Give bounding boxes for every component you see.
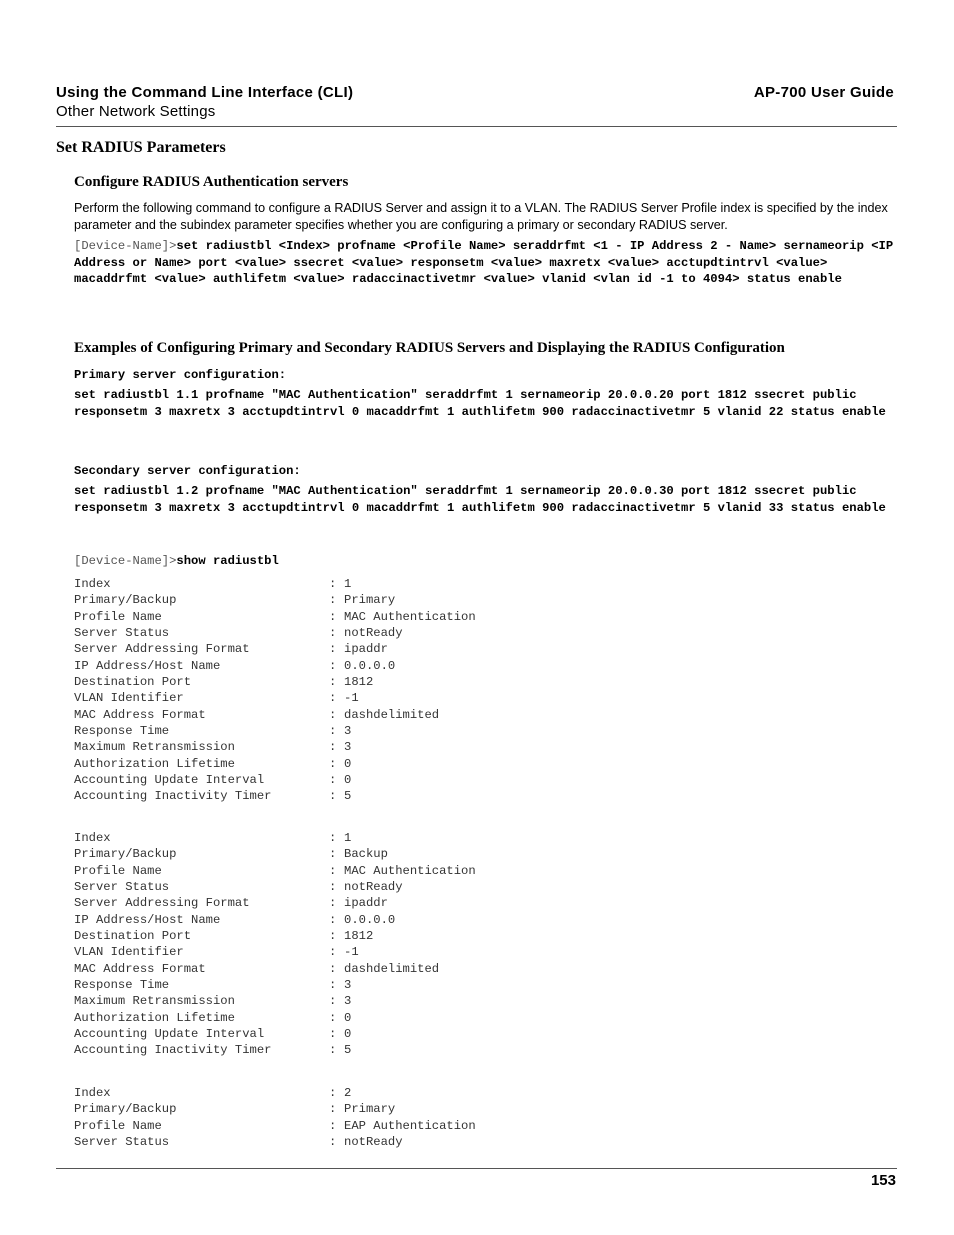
radius-table-output [74,830,476,1059]
field-separator: : [329,961,337,976]
table-row [74,1085,476,1101]
table-row [74,788,476,804]
field-value: -1 [344,691,359,706]
radius-table-output [74,576,476,805]
field-separator: : [329,642,337,657]
field-separator: : [329,896,337,911]
table-row [74,1118,476,1134]
field-value: notReady [344,626,403,641]
field-name: Maximum Retransmission [74,740,235,755]
table-row [74,895,476,911]
description-paragraph: Perform the following command to configure a RADIUS Server and assign it to a VLAN. The RADIUS Server Profile index is specified by the index parameter and the subindex parameter specifies whether you are configuring a primary or secondary RADIUS server. [74,201,888,232]
table-row [74,674,476,690]
field-separator: : [329,658,337,673]
field-value: 3 [344,994,352,1009]
cli-prompt: [Device-Name]> [74,554,177,568]
field-separator: : [329,577,337,591]
field-value: Primary [344,1102,396,1117]
table-row [74,928,476,944]
field-separator: : [329,1086,337,1100]
field-separator: : [329,626,337,641]
field-name: MAC Address Format [74,961,206,976]
field-name: Accounting Inactivity Timer [74,789,272,804]
field-name: Index [74,831,111,845]
field-name: IP Address/Host Name [74,912,221,927]
field-separator: : [329,847,337,862]
field-name: Response Time [74,724,170,739]
field-separator: : [329,675,337,690]
field-value: 0.0.0.0 [344,912,396,927]
field-value: 1812 [344,675,374,690]
field-separator: : [329,945,337,960]
field-separator: : [329,724,337,739]
field-separator: : [329,880,337,895]
field-separator: : [329,1118,337,1133]
radius-table-output [74,1085,476,1150]
field-name: IP Address/Host Name [74,658,221,673]
field-name: VLAN Identifier [74,691,184,706]
field-value: ipaddr [344,896,388,911]
show-command: show radiustbl [176,554,279,568]
field-separator: : [329,994,337,1009]
field-name: VLAN Identifier [74,945,184,960]
table-row [74,739,476,755]
table-row [74,993,476,1009]
field-name: Accounting Inactivity Timer [74,1043,272,1058]
table-row [74,609,476,625]
field-separator: : [329,929,337,944]
table-row [74,576,476,592]
field-name: Response Time [74,978,170,993]
field-value: 3 [344,978,352,993]
field-separator: : [329,1135,337,1150]
field-separator: : [329,1102,337,1117]
field-value: 1 [344,831,352,845]
table-row [74,961,476,977]
field-name: MAC Address Format [74,707,206,722]
field-name: Destination Port [74,675,192,690]
field-value: 0.0.0.0 [344,658,396,673]
table-row [74,863,476,879]
field-value: 1812 [344,929,374,944]
secondary-config-command: set radiustbl 1.2 profname "MAC Authentication" seraddrfmt 1 sernameorip 20.0.0.30 port 1812 ssecret public responsetm 3 maxretx 3 acctupdtintrvl 0 macaddrfmt 1 authlifetm 900 radaccinactivetmr 5 vlanid 33 status enable [74,484,886,515]
table-row [74,1134,476,1150]
table-row [74,944,476,960]
show-command-line [74,553,279,570]
table-row [74,912,476,928]
field-separator: : [329,831,337,845]
field-separator: : [329,609,337,624]
field-separator: : [329,773,337,788]
field-value: 5 [344,789,352,804]
field-name: Accounting Update Interval [74,773,265,788]
field-name: Profile Name [74,609,162,624]
field-separator: : [329,1043,337,1058]
field-value: dashdelimited [344,961,440,976]
table-row [74,756,476,772]
field-value: Primary [344,593,396,608]
field-separator: : [329,593,337,608]
table-row [74,1010,476,1026]
field-value: 0 [344,773,352,788]
field-value: 2 [344,1086,352,1100]
field-name: Server Status [74,880,170,895]
field-value: ipaddr [344,642,388,657]
table-row [74,658,476,674]
page-number: 153 [870,1172,896,1189]
table-row [74,690,476,706]
field-value: MAC Authentication [344,863,476,878]
secondary-config-label: Secondary server configuration: [74,464,301,478]
field-value: 5 [344,1043,352,1058]
field-name: Server Addressing Format [74,896,250,911]
field-value: notReady [344,880,403,895]
field-separator: : [329,978,337,993]
field-value: 0 [344,1010,352,1025]
section-heading: Set RADIUS Parameters [56,139,226,156]
field-name: Maximum Retransmission [74,994,235,1009]
table-row [74,1026,476,1042]
field-name: Primary/Backup [74,1102,177,1117]
field-name: Server Status [74,626,170,641]
field-name: Primary/Backup [74,593,177,608]
field-name: Index [74,577,111,591]
table-row [74,879,476,895]
header-section-subtitle: Other Network Settings [56,103,216,120]
field-separator: : [329,912,337,927]
field-separator: : [329,863,337,878]
header-chapter-title: Using the Command Line Interface (CLI) [56,84,354,101]
field-separator: : [329,789,337,804]
field-name: Authorization Lifetime [74,1010,235,1025]
field-name: Authorization Lifetime [74,756,235,771]
field-name: Server Addressing Format [74,642,250,657]
examples-heading: Examples of Configuring Primary and Secondary RADIUS Servers and Displaying the RADIUS Configuration [74,340,785,356]
table-row [74,846,476,862]
table-row [74,1042,476,1058]
field-name: Index [74,1086,111,1100]
command-syntax-block [74,238,898,288]
primary-config-label: Primary server configuration: [74,368,287,382]
header-divider [56,126,897,127]
table-row [74,723,476,739]
footer-divider [56,1168,897,1169]
field-name: Destination Port [74,929,192,944]
field-value: EAP Authentication [344,1118,476,1133]
field-value: 3 [344,740,352,755]
subsection-heading: Configure RADIUS Authentication servers [74,174,349,190]
table-row [74,592,476,608]
table-row [74,625,476,641]
field-value: dashdelimited [344,707,440,722]
table-row [74,977,476,993]
table-row [74,830,476,846]
field-separator: : [329,756,337,771]
primary-config-command: set radiustbl 1.1 profname "MAC Authentication" seraddrfmt 1 sernameorip 20.0.0.20 port 1812 ssecret public responsetm 3 maxretx 3 acctupdtintrvl 0 macaddrfmt 1 authlifetm 900 radaccinactivetmr 5 vlanid 22 status enable [74,388,886,419]
field-name: Profile Name [74,1118,162,1133]
table-row [74,641,476,657]
field-value: Backup [344,847,388,862]
field-separator: : [329,1010,337,1025]
field-name: Primary/Backup [74,847,177,862]
field-value: 0 [344,756,352,771]
cli-prompt: [Device-Name]> [74,239,177,253]
field-separator: : [329,691,337,706]
field-separator: : [329,1027,337,1042]
field-value: 3 [344,724,352,739]
cli-command-syntax: set radiustbl <Index> profname <Profile Name> seraddrfmt <1 - IP Address 2 - Name> sernameorip <IP Address or Name> port <value> ssecret <value> responsetm <value> maxretx <value> acctupdtintrvl <value> macaddrfmt <value> authlifetm <value> radaccinactivetmr <value> vlanid <vlan id -1 to 4094> status enable [74,239,894,286]
field-separator: : [329,707,337,722]
table-row [74,772,476,788]
field-separator: : [329,740,337,755]
field-value: notReady [344,1135,403,1150]
field-value: 0 [344,1027,352,1042]
table-row [74,1101,476,1117]
field-name: Accounting Update Interval [74,1027,265,1042]
field-name: Profile Name [74,863,162,878]
field-name: Server Status [74,1135,170,1150]
field-value: MAC Authentication [344,609,476,624]
field-value: -1 [344,945,359,960]
table-row [74,707,476,723]
header-guide-title: AP-700 User Guide [753,84,894,101]
field-value: 1 [344,577,352,591]
